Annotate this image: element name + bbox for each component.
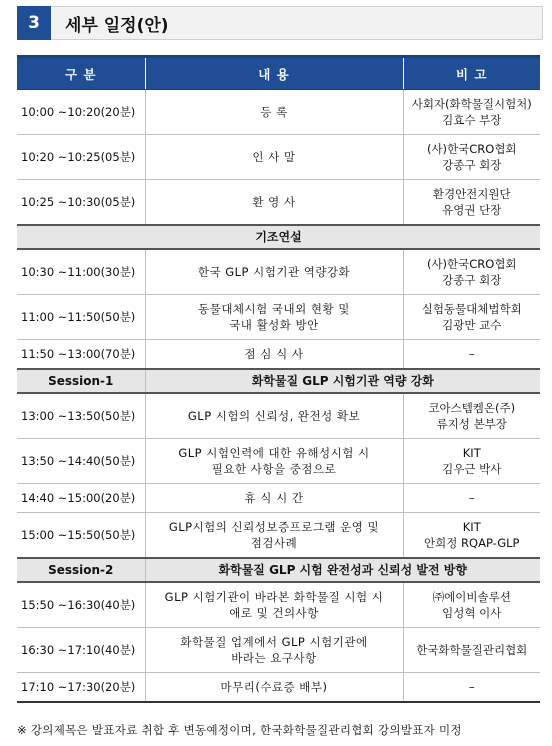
row-content: 동물대체시험 국내외 현황 및 국내 활성화 방안 [145, 295, 403, 340]
row-note: – [403, 340, 540, 370]
row-note: ㈜에이비솔루션 임성혁 이사 [403, 582, 540, 628]
row-time: 11:50 ~13:00(70분) [17, 340, 145, 370]
column-header-note: 비 고 [403, 57, 540, 90]
table-row [17, 295, 540, 340]
row-time: 15:50 ~16:30(40분) [17, 582, 145, 628]
row-time: 15:00 ~15:50(50분) [17, 513, 145, 559]
row-content: 인 사 말 [145, 135, 403, 180]
section-header [17, 6, 543, 40]
row-note: – [403, 673, 540, 703]
row-time: 16:30 ~17:10(40분) [17, 628, 145, 673]
row-note: 환경안전지원단 유영권 단장 [403, 180, 540, 226]
row-note: 코아스템켐온(주) 류지성 본부장 [403, 393, 540, 439]
row-content: 휴 식 시 간 [145, 484, 403, 513]
row-note: (사)한국CRO협회 강종구 회장 [403, 249, 540, 295]
row-content: GLP 시험기관이 바라본 화학물질 시험 시 애로 및 건의사항 [145, 582, 403, 628]
column-header-time: 구 분 [17, 57, 145, 90]
row-content: GLP 시험의 신뢰성, 완전성 확보 [145, 393, 403, 439]
row-note: KIT 김우근 박사 [403, 439, 540, 484]
column-header-content: 내 용 [145, 57, 403, 90]
table-row [17, 673, 540, 703]
row-content: 화학물질 업계에서 GLP 시험기관에 바라는 요구사항 [145, 628, 403, 673]
row-time: 17:10 ~17:30(20분) [17, 673, 145, 703]
session1-section-row [17, 369, 540, 393]
session1-label: Session-1 [17, 369, 145, 393]
row-time: 10:00 ~10:20(20분) [17, 90, 145, 135]
table-row [17, 628, 540, 673]
session2-section-row [17, 558, 540, 582]
row-time: 10:25 ~10:30(05분) [17, 180, 145, 226]
table-row [17, 180, 540, 226]
table-row [17, 249, 540, 295]
schedule-table [17, 55, 540, 703]
row-note: 한국화학물질관리협회 [403, 628, 540, 673]
row-content: GLP 시험인력에 대한 유해성시험 시 필요한 사항을 중점으로 [145, 439, 403, 484]
table-header-row [17, 57, 540, 90]
row-time: 10:20 ~10:25(05분) [17, 135, 145, 180]
row-content: 점 심 식 사 [145, 340, 403, 370]
keynote-section-row [17, 225, 540, 249]
row-note: KIT 안희정 RQAP-GLP [403, 513, 540, 559]
table-row [17, 340, 540, 370]
table-row [17, 90, 540, 135]
session2-title: 화학물질 GLP 시험 완전성과 신뢰성 발전 방향 [145, 558, 540, 582]
section-title: 세부 일정(안) [65, 15, 169, 36]
row-time: 11:00 ~11:50(50분) [17, 295, 145, 340]
row-time: 14:40 ~15:00(20분) [17, 484, 145, 513]
row-content: 마무리(수료증 배부) [145, 673, 403, 703]
row-content: GLP시험의 신뢰성보증프로그램 운영 및 점검사례 [145, 513, 403, 559]
row-content: 등 록 [145, 90, 403, 135]
table-row [17, 484, 540, 513]
keynote-title: 기조연설 [17, 225, 540, 249]
table-row [17, 513, 540, 559]
row-time: 10:30 ~11:00(30분) [17, 249, 145, 295]
table-row [17, 439, 540, 484]
row-time: 13:00 ~13:50(50분) [17, 393, 145, 439]
row-note: (사)한국CRO협회 강종구 회장 [403, 135, 540, 180]
session1-title: 화학물질 GLP 시험기관 역량 강화 [145, 369, 540, 393]
row-time: 13:50 ~14:40(50분) [17, 439, 145, 484]
section-number: 3 [17, 6, 51, 40]
row-note: 사회자(화학물질시험처) 김효수 부장 [403, 90, 540, 135]
row-content: 환 영 사 [145, 180, 403, 226]
table-row [17, 393, 540, 439]
row-note: – [403, 484, 540, 513]
table-row [17, 135, 540, 180]
row-note: 실험동물대체법학회 김광만 교수 [403, 295, 540, 340]
footnote: ※ 강의제목은 발표자료 취합 후 변동예정이며, 한국화학물질관리협회 강의발표자 미정 [17, 723, 462, 737]
table-row [17, 582, 540, 628]
session2-label: Session-2 [17, 558, 145, 582]
row-content: 한국 GLP 시험기관 역량강화 [145, 249, 403, 295]
